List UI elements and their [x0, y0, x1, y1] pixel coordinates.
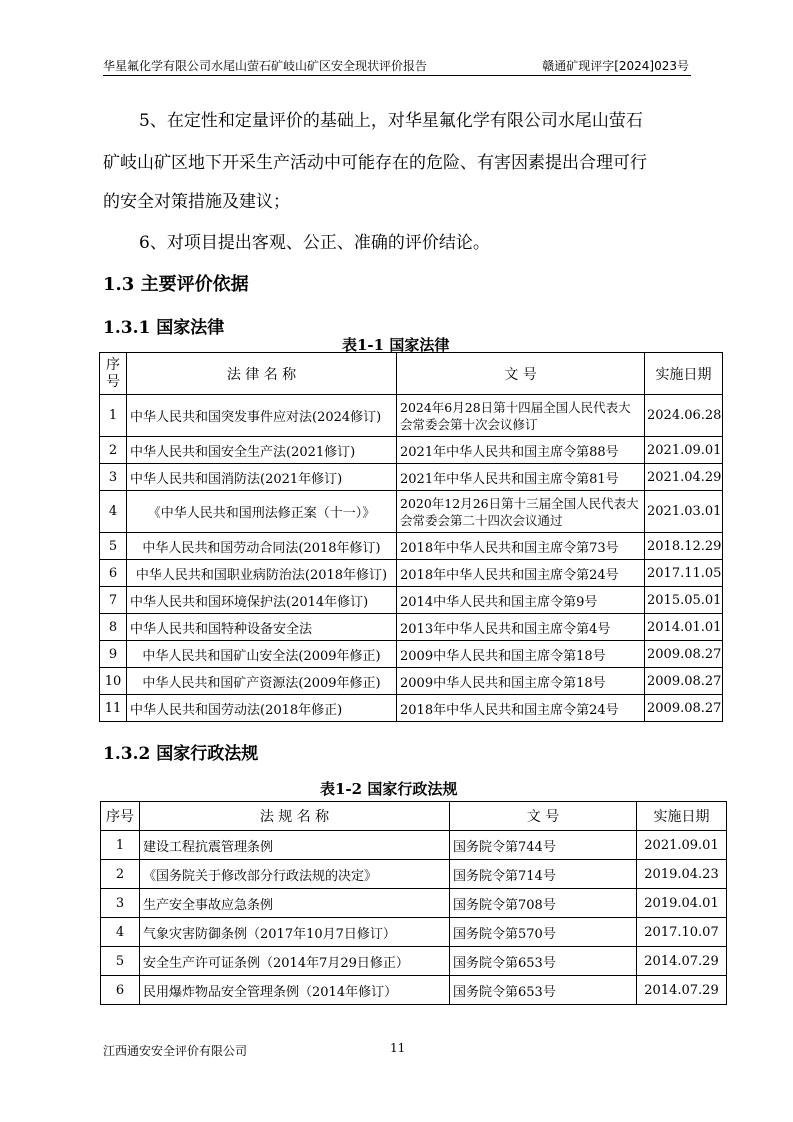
row-effective-date: 2021.03.01: [645, 491, 723, 533]
paragraph-item-5-line-2: 矿岐山矿区地下开采生产活动中可能存在的危险、有害因素提出合理可行: [103, 153, 647, 173]
row-seq: 4: [100, 491, 127, 533]
row-seq: 5: [100, 533, 127, 560]
row-law-name: 中华人民共和国矿产资源法(2009年修正): [127, 668, 397, 695]
paragraph-item-5-line-1: 5、在定性和定量评价的基础上，对华星氟化学有限公司水尾山萤石: [139, 111, 643, 131]
table-row: [101, 976, 727, 1005]
header-seq: 序号: [101, 802, 140, 831]
row-effective-date: 2009.08.27: [645, 695, 723, 722]
table-row: [100, 491, 723, 533]
header-effective-date: 实施日期: [637, 802, 727, 831]
table-row: [101, 947, 727, 976]
row-doc-number: 国务院令第708号: [450, 889, 637, 918]
header-law-name: 法 律 名 称: [127, 353, 397, 395]
row-doc-number: 国务院令第570号: [450, 918, 637, 947]
row-effective-date: 2021.04.29: [645, 464, 723, 491]
row-law-name: 中华人民共和国职业病防治法(2018年修订): [127, 560, 397, 587]
footer-company-name: 江西通安安全评价有限公司: [103, 1044, 248, 1058]
row-doc-number: 国务院令第714号: [450, 860, 637, 889]
row-law-name: 中华人民共和国矿山安全法(2009年修正): [127, 641, 397, 668]
row-seq: 11: [100, 695, 127, 722]
row-doc-number: 国务院令第653号: [450, 976, 637, 1005]
row-doc-number: 2020年12月26日第十三届全国人民代表大会常委会第二十四次会议通过: [397, 491, 645, 533]
row-regulation-name: 建设工程抗震管理条例: [140, 831, 450, 860]
table-row: [101, 918, 727, 947]
row-law-name: 中华人民共和国特种设备安全法: [127, 614, 397, 641]
row-doc-number: 2018年中华人民共和国主席令第73号: [397, 533, 645, 560]
table-row: [100, 587, 723, 614]
row-doc-number: 2018年中华人民共和国主席令第24号: [397, 560, 645, 587]
row-effective-date: 2014.07.29: [637, 976, 727, 1005]
row-effective-date: 2017.11.05: [645, 560, 723, 587]
page-number: 11: [390, 1041, 406, 1055]
row-law-name: 中华人民共和国消防法(2021年修订): [127, 464, 397, 491]
table-2-caption: 表1-2 国家行政法规: [320, 780, 458, 798]
row-effective-date: 2019.04.23: [637, 860, 727, 889]
row-seq: 6: [100, 560, 127, 587]
row-law-name: 中华人民共和国安全生产法(2021修订): [127, 437, 397, 464]
row-doc-number: 2018年中华人民共和国主席令第24号: [397, 695, 645, 722]
row-doc-number: 2021年中华人民共和国主席令第88号: [397, 437, 645, 464]
row-regulation-name: 《国务院关于修改部分行政法规的决定》: [140, 860, 450, 889]
table-row: [100, 641, 723, 668]
row-effective-date: 2015.05.01: [645, 587, 723, 614]
row-effective-date: 2019.04.01: [637, 889, 727, 918]
row-seq: 5: [101, 947, 140, 976]
paragraph-item-6: 6、对项目提出客观、公正、准确的评价结论。: [139, 233, 490, 253]
row-regulation-name: 生产安全事故应急条例: [140, 889, 450, 918]
section-heading-1-3-2: 1.3.2 国家行政法规: [103, 744, 259, 764]
row-effective-date: 2014.01.01: [645, 614, 723, 641]
row-law-name: 中华人民共和国突发事件应对法(2024修订): [127, 395, 397, 437]
row-seq: 6: [101, 976, 140, 1005]
row-effective-date: 2018.12.29: [645, 533, 723, 560]
row-seq: 2: [101, 860, 140, 889]
row-doc-number: 2009中华人民共和国主席令第18号: [397, 668, 645, 695]
header-doc-number: 文 号: [450, 802, 637, 831]
row-seq: 10: [100, 668, 127, 695]
row-doc-number: 国务院令第653号: [450, 947, 637, 976]
header-document-number: 赣通矿现评字[2024]023号: [542, 59, 689, 73]
table-row: [100, 533, 723, 560]
administrative-regulations-table: [100, 801, 727, 1005]
table-row: [100, 695, 723, 722]
row-seq: 3: [101, 889, 140, 918]
table-header-row: [100, 353, 723, 395]
row-effective-date: 2014.07.29: [637, 947, 727, 976]
section-heading-1-3: 1.3 主要评价依据: [103, 274, 249, 295]
row-doc-number: 2024年6月28日第十四届全国人民代表大会常委会第十次会议修订: [397, 395, 645, 437]
paragraph-item-5-line-3: 的安全对策措施及建议；: [103, 192, 290, 212]
row-seq: 1: [100, 395, 127, 437]
table-row: [100, 668, 723, 695]
row-effective-date: 2009.08.27: [645, 641, 723, 668]
national-laws-table: [99, 352, 723, 722]
row-regulation-name: 民用爆炸物品安全管理条例（2014年修订）: [140, 976, 450, 1005]
table-row: [101, 831, 727, 860]
header-doc-number: 文 号: [397, 353, 645, 395]
row-effective-date: 2017.10.07: [637, 918, 727, 947]
table-row: [100, 464, 723, 491]
row-doc-number: 2009中华人民共和国主席令第18号: [397, 641, 645, 668]
row-effective-date: 2024.06.28: [645, 395, 723, 437]
row-effective-date: 2021.09.01: [645, 437, 723, 464]
table-row: [100, 614, 723, 641]
row-regulation-name: 安全生产许可证条例（2014年7月29日修正）: [140, 947, 450, 976]
row-regulation-name: 气象灾害防御条例（2017年10月7日修订）: [140, 918, 450, 947]
table-row: [100, 395, 723, 437]
table-header-row: [101, 802, 727, 831]
section-heading-1-3-1: 1.3.1 国家法律: [103, 318, 225, 338]
row-seq: 8: [100, 614, 127, 641]
table-row: [100, 437, 723, 464]
row-seq: 3: [100, 464, 127, 491]
row-doc-number: 2013年中华人民共和国主席令第4号: [397, 614, 645, 641]
row-seq: 9: [100, 641, 127, 668]
row-seq: 2: [100, 437, 127, 464]
row-law-name: 中华人民共和国劳动法(2018年修正): [127, 695, 397, 722]
row-seq: 7: [100, 587, 127, 614]
table-row: [101, 889, 727, 918]
row-seq: 1: [101, 831, 140, 860]
row-doc-number: 2014中华人民共和国主席令第9号: [397, 587, 645, 614]
table-1-caption: 表1-1 国家法律: [342, 336, 450, 354]
page-header: [103, 55, 691, 76]
row-law-name: 中华人民共和国劳动合同法(2018年修订): [127, 533, 397, 560]
header-seq: 序号: [100, 353, 127, 395]
table-row: [100, 560, 723, 587]
row-law-name: 《中华人民共和国刑法修正案（十一）》: [127, 491, 397, 533]
row-doc-number: 2021年中华人民共和国主席令第81号: [397, 464, 645, 491]
table-row: [101, 860, 727, 889]
header-report-title: 华星氟化学有限公司水尾山萤石矿岐山矿区安全现状评价报告: [103, 59, 428, 73]
row-effective-date: 2021.09.01: [637, 831, 727, 860]
row-doc-number: 国务院令第744号: [450, 831, 637, 860]
header-regulation-name: 法 规 名 称: [140, 802, 450, 831]
row-seq: 4: [101, 918, 140, 947]
header-effective-date: 实施日期: [645, 353, 723, 395]
row-effective-date: 2009.08.27: [645, 668, 723, 695]
row-law-name: 中华人民共和国环境保护法(2014年修订): [127, 587, 397, 614]
